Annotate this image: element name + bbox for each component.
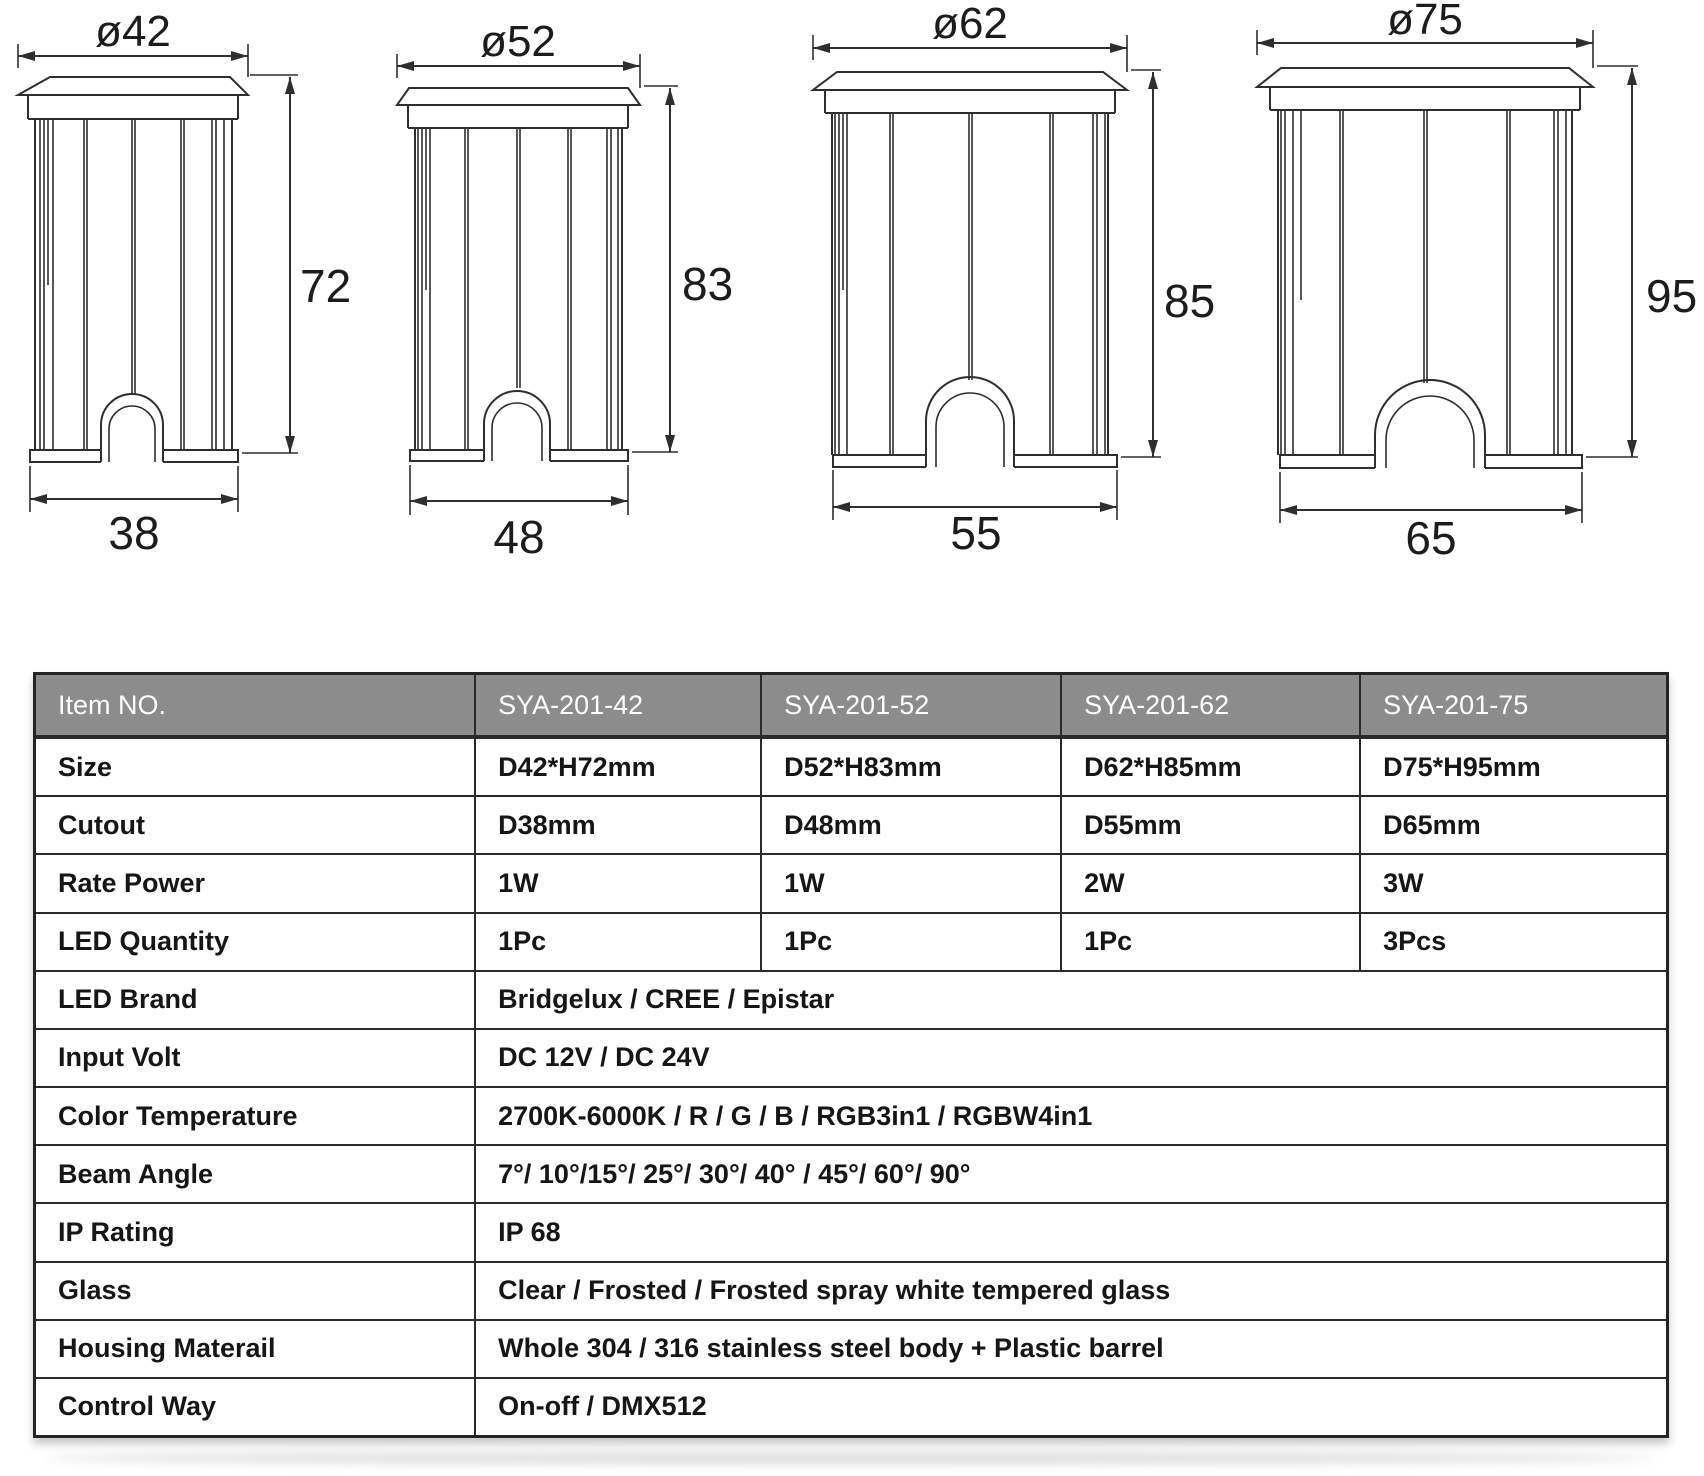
cutout-label: 55 [950, 507, 1002, 559]
table-row-ip-rating [36, 1202, 1666, 1260]
cable-arch-outer [1375, 380, 1485, 468]
drawing-sya-201-52 [360, 0, 740, 600]
table-row-control-way [36, 1377, 1666, 1435]
row-label: Glass [36, 1263, 476, 1319]
cap-flange [397, 88, 640, 105]
table-row-beam-angle [36, 1144, 1666, 1202]
drawing-sya-201-42 [0, 0, 360, 600]
row-label: Color Temperature [36, 1088, 476, 1144]
cell-value-merged: 2700K-6000K / R / G / B / RGB3in1 / RGBW4in1 [498, 1100, 1093, 1131]
cap-collar [1270, 87, 1580, 110]
height-label: 72 [300, 260, 352, 312]
height-label: 85 [1164, 275, 1216, 327]
cell-value: D38mm [476, 797, 762, 853]
cell-value-merged: Whole 304 / 316 stainless steel body + Plastic barrel [498, 1333, 1164, 1364]
bottom-flange [410, 450, 628, 461]
cap-flange [18, 77, 248, 95]
table-row-size [36, 737, 1666, 795]
cell-value: 3W [1383, 867, 1424, 898]
drawing-sya-201-62 [740, 0, 1220, 600]
cable-arch-outer [484, 391, 550, 461]
row-label: IP Rating [36, 1204, 476, 1260]
cell-value: 1Pc [1062, 914, 1361, 970]
cell-value: 3Pcs [1383, 926, 1447, 957]
cable-arch-inner [109, 406, 155, 462]
header-col-sya-201-62: SYA-201-62 [1062, 675, 1361, 735]
barrel-walls [832, 113, 1108, 455]
row-label: LED Quantity [36, 914, 476, 970]
cable-arch-inner [936, 393, 1004, 467]
cap-collar [408, 105, 628, 128]
diameter-label: ø62 [932, 0, 1008, 48]
table-row-cutout [36, 795, 1666, 853]
diameter-label: ø42 [95, 7, 171, 56]
diameter-label: ø52 [480, 17, 556, 66]
cell-value: D65mm [1383, 809, 1481, 840]
cable-arch-inner [492, 403, 542, 461]
barrel-ribs [418, 128, 618, 450]
barrel-ribs [835, 113, 1105, 455]
table-header-row [36, 675, 1666, 737]
bottom-flange [833, 455, 1117, 467]
cutout-label: 48 [493, 511, 545, 563]
cutout-label: 38 [108, 507, 160, 559]
header-col-sya-201-75: SYA-201-75 [1383, 689, 1529, 720]
table-row-led-brand [36, 970, 1666, 1028]
table-row-color-temperature [36, 1086, 1666, 1144]
barrel-walls [35, 119, 232, 450]
cell-value: 1W [476, 855, 762, 911]
barrel-walls [1278, 110, 1572, 455]
cell-value: 2W [1062, 855, 1361, 911]
cell-value-merged: DC 12V / DC 24V [498, 1042, 710, 1073]
row-label: Control Way [36, 1379, 476, 1435]
table-row-rate-power [36, 853, 1666, 911]
cell-value: 1W [762, 855, 1062, 911]
row-label: Housing Materail [36, 1321, 476, 1377]
bottom-flange [1280, 455, 1582, 468]
cell-value-merged: Clear / Frosted / Frosted spray white tempered glass [498, 1275, 1171, 1306]
table-row-input-volt [36, 1028, 1666, 1086]
table-row-glass [36, 1261, 1666, 1319]
cell-value: D42*H72mm [476, 739, 762, 795]
cell-value: 1Pc [762, 914, 1062, 970]
barrel-walls [415, 128, 622, 450]
cap-collar [28, 95, 238, 119]
cell-value-merged: IP 68 [498, 1216, 561, 1247]
cell-value: D48mm [762, 797, 1062, 853]
row-label: Beam Angle [36, 1146, 476, 1202]
cell-value: D52*H83mm [762, 739, 1062, 795]
cell-value: D55mm [1062, 797, 1361, 853]
table-row-housing-material [36, 1319, 1666, 1377]
row-label: Cutout [36, 797, 476, 853]
height-label: 95 [1646, 270, 1698, 322]
cell-value: D62*H85mm [1062, 739, 1361, 795]
cable-arch-outer [101, 394, 163, 462]
cell-value-merged: On-off / DMX512 [498, 1391, 707, 1422]
row-label: LED Brand [36, 972, 476, 1028]
cell-value-merged: 7°/ 10°/15°/ 25°/ 30°/ 40° / 45°/ 60°/ 90° [498, 1158, 971, 1189]
drawing-sya-201-75 [1220, 0, 1704, 600]
cell-value: 1Pc [476, 914, 762, 970]
height-label: 83 [682, 258, 734, 310]
cell-value: D75*H95mm [1383, 751, 1541, 782]
header-col-sya-201-42: SYA-201-42 [476, 675, 762, 735]
page-shadow [45, 1452, 1655, 1464]
row-label: Size [36, 739, 476, 795]
header-item-no: Item NO. [36, 675, 476, 735]
cap-collar [825, 90, 1115, 113]
cap-flange [1257, 68, 1593, 87]
row-label: Rate Power [36, 855, 476, 911]
table-row-led-quantity [36, 912, 1666, 970]
bottom-flange [30, 450, 238, 462]
cutout-label: 65 [1405, 512, 1457, 564]
row-label: Input Volt [36, 1030, 476, 1086]
cable-arch-inner [1386, 396, 1474, 468]
spec-table [33, 672, 1669, 1438]
cable-arch-outer [926, 377, 1014, 467]
cap-flange [813, 72, 1127, 90]
header-col-sya-201-52: SYA-201-52 [762, 675, 1062, 735]
diameter-label: ø75 [1387, 0, 1463, 44]
cell-value-merged: Bridgelux / CREE / Epistar [498, 984, 835, 1015]
